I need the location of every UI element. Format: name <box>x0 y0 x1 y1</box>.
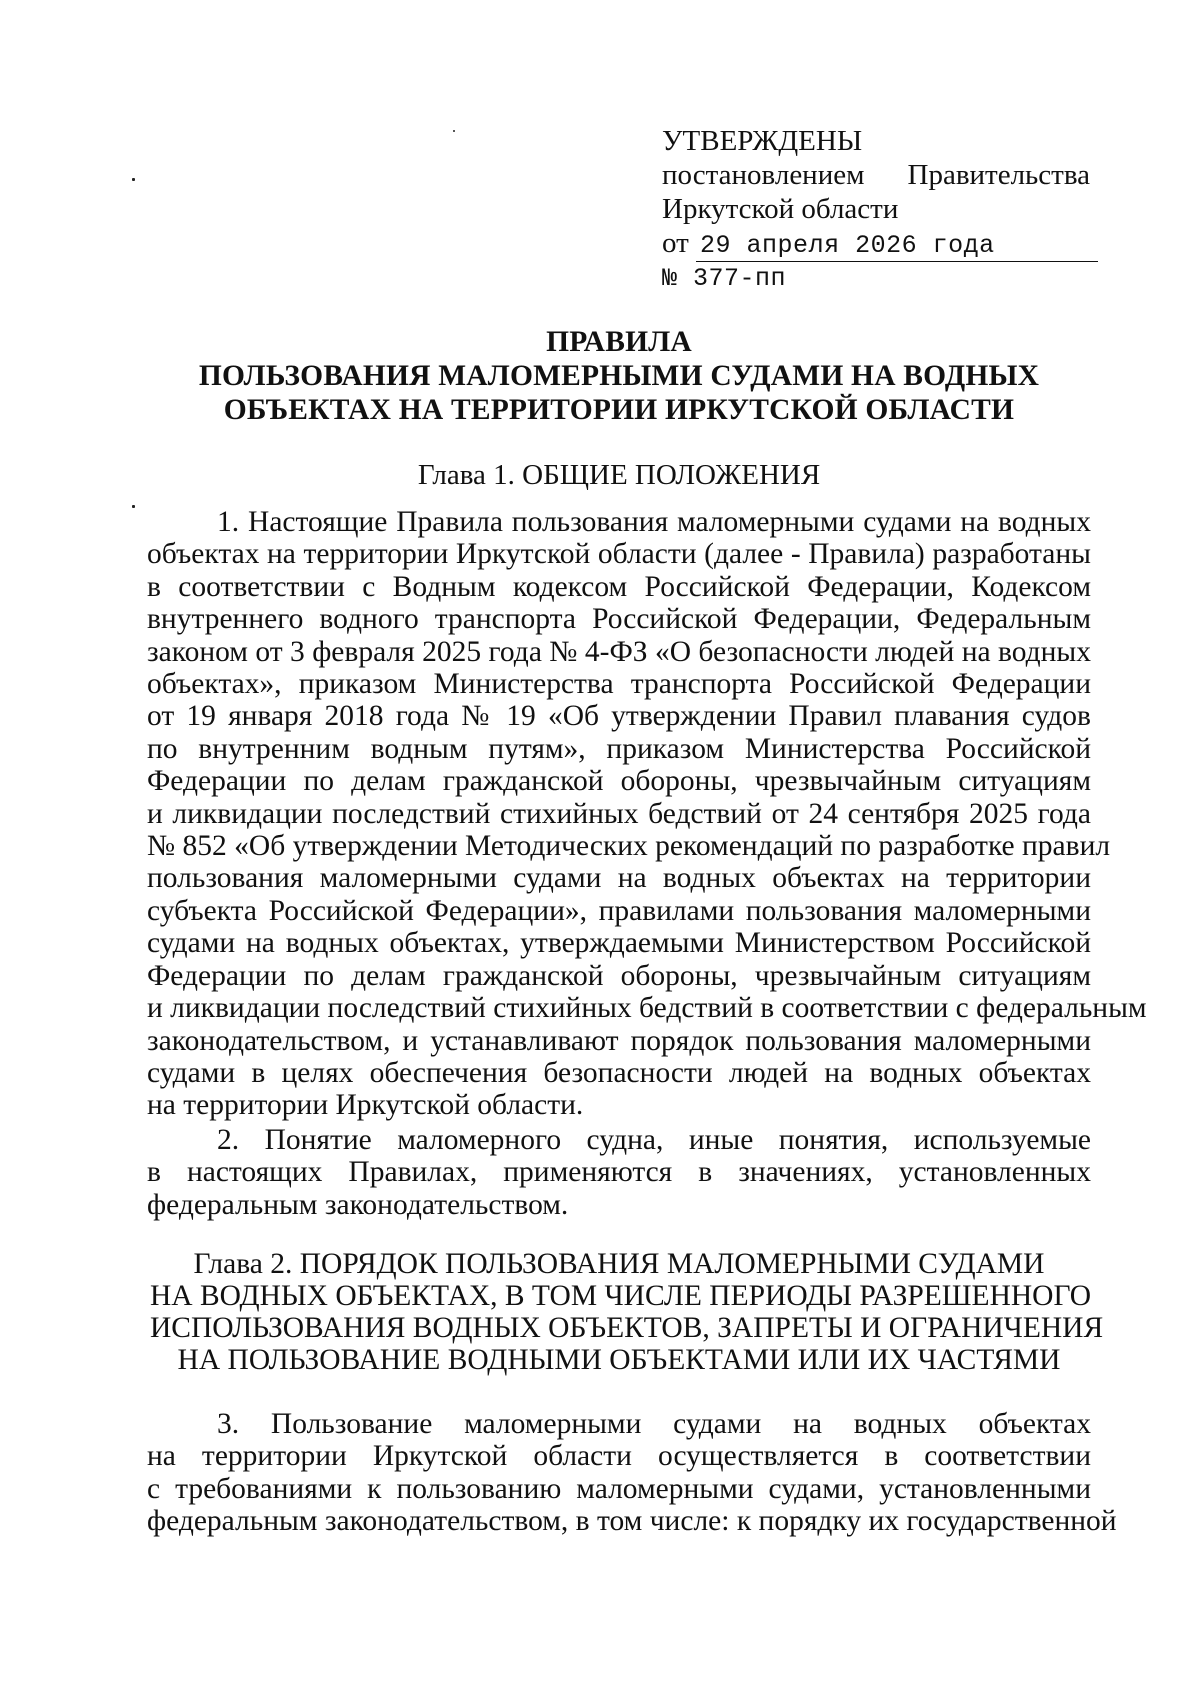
paragraph-3 <box>147 1408 1117 1538</box>
paragraph-line: в настоящих Правилах, применяются в значениях, установленных <box>147 1156 1091 1189</box>
chapter-2-heading-line: Глава 2. ПОРЯДОК ПОЛЬЗОВАНИЯ МАЛОМЕРНЫМИ СУДАМИ <box>193 1248 1045 1280</box>
chapter-2-heading-line: НА ПОЛЬЗОВАНИЕ ВОДНЫМИ ОБЪЕКТАМИ ИЛИ ИХ ЧАСТЯМИ <box>177 1344 1061 1376</box>
paragraph-line: № 852 «Об утверждении Методических рекомендаций по разработке правил <box>147 830 1111 863</box>
approval-block <box>662 124 1090 296</box>
paragraph-line: субъекта Российской Федерации», правилами пользования маломерными <box>147 894 1091 927</box>
paragraph-line: объектах», приказом Министерства транспорта Российской Федерации <box>147 668 1091 701</box>
paragraph-2 <box>147 1124 1091 1221</box>
chapter-1-heading: Глава 1. ОБЩИЕ ПОЛОЖЕНИЯ <box>417 459 821 491</box>
scan-speck <box>453 130 455 132</box>
paragraph-line: от 19 января 2018 года № 19 «Об утверждении Правил плавания судов <box>147 700 1091 733</box>
paragraph-line: судами на водных объектах, утверждаемыми Министерством Российской <box>147 927 1091 960</box>
paragraph-line: 3. Пользование маломерными судами на водных объектах <box>217 1408 1091 1440</box>
paragraph-1 <box>147 506 1147 1122</box>
title-line: ОБЪЕКТАХ НА ТЕРРИТОРИИ ИРКУТСКОЙ ОБЛАСТИ <box>223 394 1015 426</box>
approval-issuer <box>662 158 1090 192</box>
paragraph-line: Федерации по делам гражданской обороны, чрезвычайным ситуациям <box>147 959 1091 992</box>
scan-speck <box>132 178 135 181</box>
paragraph-line: 2. Понятие маломерного судна, иные понятия, используемые <box>217 1124 1091 1156</box>
paragraph-line: 1. Настоящие Правила пользования маломерными судами на водных <box>217 506 1091 538</box>
approval-number: № 377-пп <box>662 264 787 293</box>
paragraph-line: законодательством, и устанавливают порядок пользования маломерными <box>147 1024 1091 1057</box>
paragraph-line: и ликвидации последствий стихийных бедствий от 24 сентября 2025 года <box>147 797 1091 830</box>
paragraph-line: и ликвидации последствий стихийных бедствий в соответствии с федеральным <box>147 992 1147 1025</box>
paragraph-line: с требованиями к пользованию маломерными судами, установленными <box>147 1472 1091 1505</box>
approval-region: Иркутской области <box>662 193 899 225</box>
paragraph-line: пользования маломерными судами на водных объектах на территории <box>147 862 1091 895</box>
paragraph-line: по внутренним водным путям», приказом Министерства Российской <box>147 732 1091 765</box>
paragraph-line: объектах на территории Иркутской области (далее - Правила) разработаны <box>147 538 1091 571</box>
approval-issuer-type: постановлением <box>662 159 865 191</box>
paragraph-line: на территории Иркутской области. <box>147 1089 584 1122</box>
paragraph-line: внутреннего водного транспорта Российской Федерации, Федеральным <box>147 603 1091 636</box>
scan-speck <box>132 505 135 508</box>
paragraph-line: Федерации по делам гражданской обороны, чрезвычайным ситуациям <box>147 765 1091 798</box>
paragraph-line: законом от 3 февраля 2025 года № 4-ФЗ «О безопасности людей на водных <box>147 635 1091 668</box>
chapter-2-heading-line: НА ВОДНЫХ ОБЪЕКТАХ, В ТОМ ЧИСЛЕ ПЕРИОДЫ РАЗРЕШЕННОГО <box>150 1280 1092 1312</box>
approval-heading: УТВЕРЖДЕНЫ <box>662 125 863 157</box>
paragraph-line: федеральным законодательством, в том числе: к порядку их государственной <box>147 1505 1117 1538</box>
title-line: ПОЛЬЗОВАНИЯ МАЛОМЕРНЫМИ СУДАМИ НА ВОДНЫХ <box>198 360 1040 392</box>
approval-date-value: 29 апреля 2026 года <box>696 231 1098 262</box>
paragraph-line: судами в целях обеспечения безопасности людей на водных объектах <box>147 1056 1091 1089</box>
paragraph-line: в соответствии с Водным кодексом Российской Федерации, Кодексом <box>147 570 1091 603</box>
approval-issuer-body: Правительства <box>907 159 1090 191</box>
title-line: ПРАВИЛА <box>546 326 692 358</box>
approval-date <box>662 226 1090 262</box>
chapter-2-heading <box>150 1248 1104 1376</box>
document-title <box>150 325 1088 427</box>
approval-date-prefix: от <box>662 227 689 259</box>
paragraph-line: на территории Иркутской области осуществляется в соответствии <box>147 1440 1091 1473</box>
paragraph-line: федеральным законодательством. <box>147 1188 569 1221</box>
chapter-2-heading-line: ИСПОЛЬЗОВАНИЯ ВОДНЫХ ОБЪЕКТОВ, ЗАПРЕТЫ И ОГРАНИЧЕНИЯ <box>150 1312 1104 1344</box>
